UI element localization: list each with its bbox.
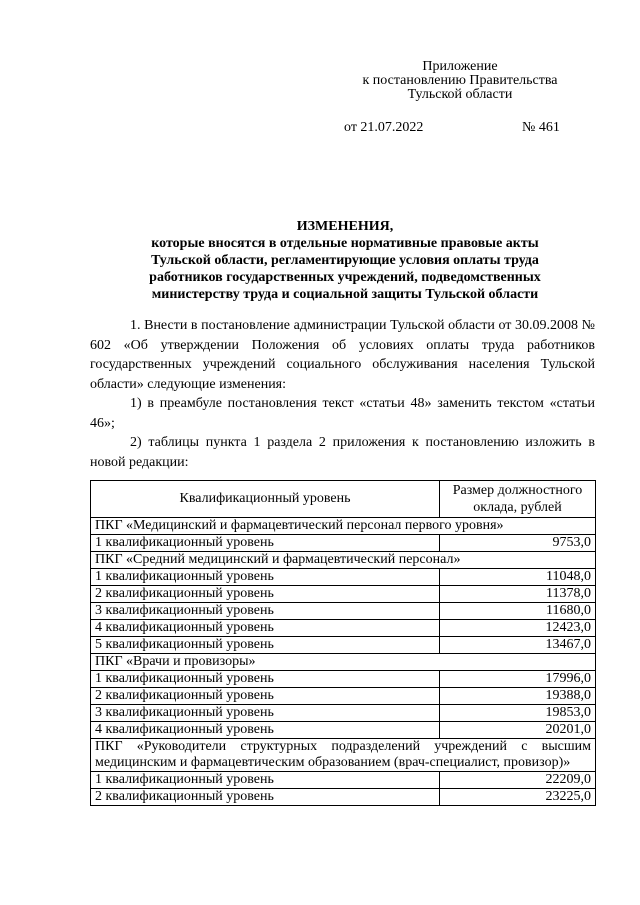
paragraph-1: 1. Внести в постановление администрации Тульской области от 30.09.2008 № 602 «Об утверждении Положения об условиях оплаты труда работников государственных учреждений социального обслуживания населения Тульской области» следующие изменения:	[90, 318, 595, 392]
table-row	[91, 789, 596, 806]
amount-cell: 11048,0	[440, 569, 596, 586]
paragraph-3: 2) таблицы пункта 1 раздела 2 приложения к постановлению изложить в новой редакции:	[90, 435, 595, 470]
appendix-line-3: Тульской области	[407, 87, 513, 102]
document-body	[90, 316, 595, 472]
table-row	[91, 620, 596, 637]
document-date: от 21.07.2022	[344, 120, 424, 135]
table-row	[91, 637, 596, 654]
paragraph-2: 1) в преамбуле постановления текст «статьи 48» заменить текстом «статьи 46»;	[90, 396, 595, 431]
table-row	[91, 569, 596, 586]
amount-cell: 9753,0	[440, 535, 596, 552]
table-row	[91, 671, 596, 688]
table-header-row	[91, 481, 596, 518]
table-group-row	[91, 739, 596, 772]
level-cell: 5 квалификационный уровень	[91, 637, 440, 654]
table-row	[91, 603, 596, 620]
table-row	[91, 722, 596, 739]
title-line-4: работников государственных учреждений, подведомственных	[149, 270, 541, 285]
appendix-line-2: к постановлению Правительства	[362, 73, 558, 88]
level-cell: 4 квалификационный уровень	[91, 722, 440, 739]
level-cell: 1 квалификационный уровень	[91, 569, 440, 586]
title-line-5: министерству труда и социальной защиты Тульской области	[151, 287, 539, 302]
salary-table	[90, 480, 596, 806]
level-cell: 1 квалификационный уровень	[91, 671, 440, 688]
group-name: ПКГ «Средний медицинский и фармацевтический персонал»	[91, 552, 596, 569]
title-line-2: которые вносятся в отдельные нормативные правовые акты	[151, 236, 539, 251]
table-row	[91, 688, 596, 705]
table-row	[91, 535, 596, 552]
level-cell: 4 квалификационный уровень	[91, 620, 440, 637]
level-cell: 2 квалификационный уровень	[91, 586, 440, 603]
table-body	[91, 518, 596, 806]
amount-cell: 22209,0	[440, 772, 596, 789]
appendix-header	[330, 60, 590, 102]
level-cell: 2 квалификационный уровень	[91, 688, 440, 705]
amount-cell: 11378,0	[440, 586, 596, 603]
table-group-row	[91, 552, 596, 569]
level-cell: 1 квалификационный уровень	[91, 772, 440, 789]
amount-cell: 13467,0	[440, 637, 596, 654]
header-salary: Размер должностного оклада, рублей	[440, 481, 596, 518]
amount-cell: 19853,0	[440, 705, 596, 722]
document-title	[95, 218, 595, 303]
title-line-3: Тульской области, регламентирующие условия оплаты труда	[151, 253, 539, 268]
table-row	[91, 586, 596, 603]
amount-cell: 12423,0	[440, 620, 596, 637]
table-group-row	[91, 518, 596, 535]
group-name: ПКГ «Руководители структурных подразделений учреждений с высшим медицинским и фармацевтическим образованием (врач-специалист, провизор)»	[91, 739, 596, 772]
amount-cell: 23225,0	[440, 789, 596, 806]
table-group-row	[91, 654, 596, 671]
group-name: ПКГ «Медицинский и фармацевтический персонал первого уровня»	[91, 518, 596, 535]
amount-cell: 19388,0	[440, 688, 596, 705]
level-cell: 3 квалификационный уровень	[91, 603, 440, 620]
table-row	[91, 772, 596, 789]
group-name: ПКГ «Врачи и провизоры»	[91, 654, 596, 671]
amount-cell: 17996,0	[440, 671, 596, 688]
appendix-line-1: Приложение	[422, 59, 498, 74]
table-row	[91, 705, 596, 722]
level-cell: 2 квалификационный уровень	[91, 789, 440, 806]
amount-cell: 11680,0	[440, 603, 596, 620]
header-level: Квалификационный уровень	[91, 481, 440, 518]
document-number: № 461	[522, 120, 560, 135]
level-cell: 3 квалификационный уровень	[91, 705, 440, 722]
title-line-1: ИЗМЕНЕНИЯ,	[296, 219, 394, 234]
amount-cell: 20201,0	[440, 722, 596, 739]
level-cell: 1 квалификационный уровень	[91, 535, 440, 552]
